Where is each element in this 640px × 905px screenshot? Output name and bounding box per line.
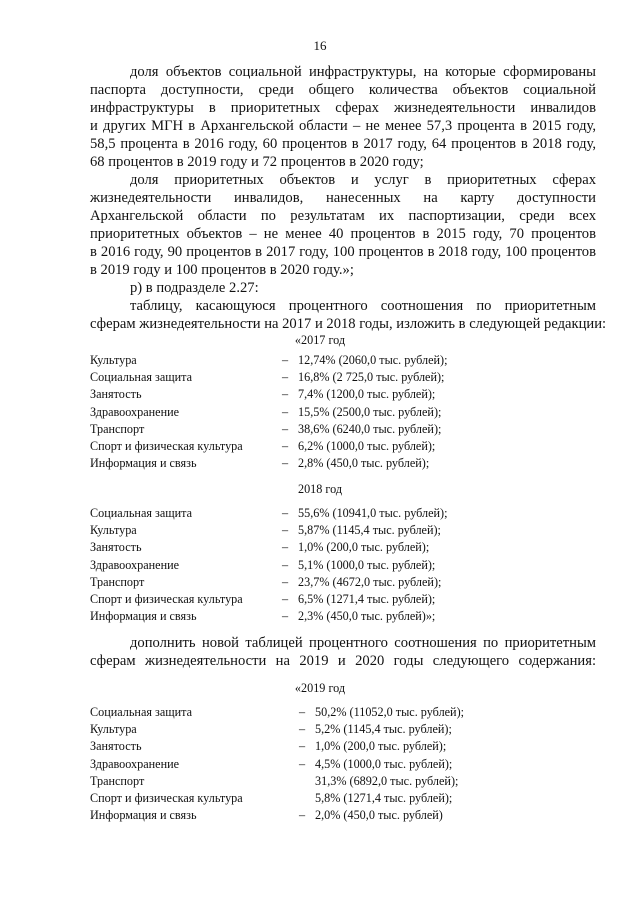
row-label: Занятость (90, 387, 142, 402)
table-row (90, 574, 610, 591)
table-row (90, 738, 610, 755)
table-row (90, 721, 610, 738)
row-label: Информация и связь (90, 808, 197, 823)
row-dash: – (281, 353, 289, 367)
row-label: Занятость (90, 540, 142, 555)
body-line: таблицу, касающуюся процентного соотношения по приоритетным (130, 298, 596, 314)
table-row (90, 404, 610, 421)
row-value: 6,2% (1000,0 тыс. рублей); (298, 438, 436, 453)
body-line: 58,5 процента в 2016 году, 60 процентов в 2017 году, 64 процентов в 2018 году, (90, 136, 596, 152)
row-dash: – (298, 722, 306, 737)
row-label: Информация и связь (90, 609, 197, 624)
row-value: 1,0% (200,0 тыс. рублей); (298, 540, 430, 555)
table-row (90, 773, 610, 790)
table-row (90, 704, 610, 721)
table-row (90, 539, 610, 556)
row-dash: – (281, 574, 289, 589)
row-dash: – (281, 438, 289, 453)
row-value: 31,3% (6892,0 тыс. рублей); (315, 773, 459, 788)
body-line: сферам жизнедеятельности на 2017 и 2018 годы, изложить в следующей редакции: (90, 316, 607, 332)
table-caption-2018: 2018 год (297, 482, 343, 496)
row-value: 6,5% (1271,4 тыс. рублей); (298, 591, 436, 606)
row-dash: – (281, 540, 289, 555)
row-dash: – (281, 421, 289, 436)
body-line: инфраструктуры в приоритетных сферах жизнедеятельности инвалидов (90, 100, 596, 116)
body-line: в 2019 году и 100 процентов в 2020 году.»; (90, 262, 354, 278)
row-label: Культура (90, 523, 137, 538)
row-dash: – (281, 370, 289, 385)
body-line: р) в подразделе 2.27: (130, 280, 259, 296)
row-value: 16,8% (2 725,0 тыс. рублей); (298, 370, 445, 385)
table-row (90, 455, 610, 472)
table-row (90, 421, 610, 438)
row-label: Транспорт (90, 773, 145, 788)
row-label: Здравоохранение (90, 404, 180, 419)
row-label: Занятость (90, 739, 142, 754)
body-line: доля объектов социальной инфраструктуры, на которые сформированы (130, 64, 596, 80)
row-label: Социальная защита (90, 705, 193, 719)
row-value: 15,5% (2500,0 тыс. рублей); (298, 404, 442, 419)
table-row (90, 352, 610, 369)
row-value: 5,1% (1000,0 тыс. рублей); (298, 557, 436, 572)
row-label: Социальная защита (90, 506, 193, 520)
row-value: 4,5% (1000,0 тыс. рублей); (315, 756, 453, 771)
body-line: Архангельской области по результатам их паспортизации, среди всех (90, 208, 596, 224)
row-dash: – (298, 705, 306, 719)
row-value: 2,3% (450,0 тыс. рублей)»; (298, 609, 436, 624)
row-label: Здравоохранение (90, 557, 180, 572)
row-label: Культура (90, 353, 137, 367)
body-line: сферам жизнедеятельности на 2019 и 2020 годы следующего содержания: (90, 653, 596, 669)
row-dash: – (281, 557, 289, 572)
row-dash: – (281, 456, 289, 471)
row-dash: – (281, 523, 289, 538)
row-dash: – (281, 506, 289, 520)
table-row (90, 756, 610, 773)
row-value: 12,74% (2060,0 тыс. рублей); (298, 353, 448, 367)
table-row (90, 557, 610, 574)
row-label: Транспорт (90, 574, 145, 589)
row-dash: – (281, 404, 289, 419)
row-label: Культура (90, 722, 137, 737)
body-line: дополнить новой таблицей процентного соотношения по приоритетным (130, 635, 596, 651)
body-line: паспорта доступности, среди общего количества объектов социальной (90, 82, 596, 98)
body-line: и других МГН в Архангельской области – не менее 57,3 процента в 2015 году, (90, 118, 596, 134)
page-number: 16 (313, 38, 327, 53)
row-dash: – (281, 387, 289, 402)
body-line: жизнедеятельности инвалидов, нанесенных на карту доступности (90, 190, 596, 206)
row-value: 1,0% (200,0 тыс. рублей); (315, 739, 447, 754)
table-row (90, 807, 610, 824)
row-value: 7,4% (1200,0 тыс. рублей); (298, 387, 436, 402)
row-value: 2,0% (450,0 тыс. рублей) (315, 808, 443, 823)
table-row (90, 522, 610, 539)
row-dash: – (281, 609, 289, 624)
body-line: приоритетных объектов – не менее 40 процентов в 2015 году, 70 процентов (90, 226, 596, 242)
table-row (90, 591, 610, 608)
table-row (90, 608, 610, 625)
table-row (90, 790, 610, 807)
row-label: Транспорт (90, 421, 145, 436)
table-caption-2019: «2019 год (294, 681, 346, 695)
row-value: 38,6% (6240,0 тыс. рублей); (298, 421, 442, 436)
row-label: Спорт и физическая культура (90, 438, 243, 453)
table-2018 (90, 505, 610, 625)
body-line: доля приоритетных объектов и услуг в приоритетных сферах (130, 172, 596, 188)
row-label: Спорт и физическая культура (90, 591, 243, 606)
row-value: 50,2% (11052,0 тыс. рублей); (315, 705, 465, 719)
row-dash: – (298, 739, 306, 754)
table-caption-2017: «2017 год (294, 333, 346, 347)
table-row (90, 505, 610, 522)
row-dash: – (298, 756, 306, 771)
table-2019 (90, 704, 610, 824)
row-dash: – (281, 591, 289, 606)
row-label: Спорт и физическая культура (90, 790, 243, 805)
row-dash: – (298, 808, 306, 823)
row-label: Социальная защита (90, 370, 193, 385)
table-row (90, 438, 610, 455)
body-line: в 2016 году, 90 процентов в 2017 году, 100 процентов в 2018 году, 100 процентов (90, 244, 596, 260)
row-value: 5,2% (1145,4 тыс. рублей); (315, 722, 452, 737)
table-2017 (90, 352, 610, 472)
row-label: Информация и связь (90, 456, 197, 471)
row-value: 5,8% (1271,4 тыс. рублей); (315, 790, 453, 805)
table-row (90, 369, 610, 386)
table-row (90, 386, 610, 403)
row-value: 55,6% (10941,0 тыс. рублей); (298, 506, 448, 520)
row-label: Здравоохранение (90, 756, 180, 771)
row-value: 5,87% (1145,4 тыс. рублей); (298, 523, 441, 538)
row-value: 23,7% (4672,0 тыс. рублей); (298, 574, 442, 589)
row-value: 2,8% (450,0 тыс. рублей); (298, 456, 430, 471)
body-line: 68 процентов в 2019 году и 72 процентов в 2020 году; (90, 154, 424, 170)
